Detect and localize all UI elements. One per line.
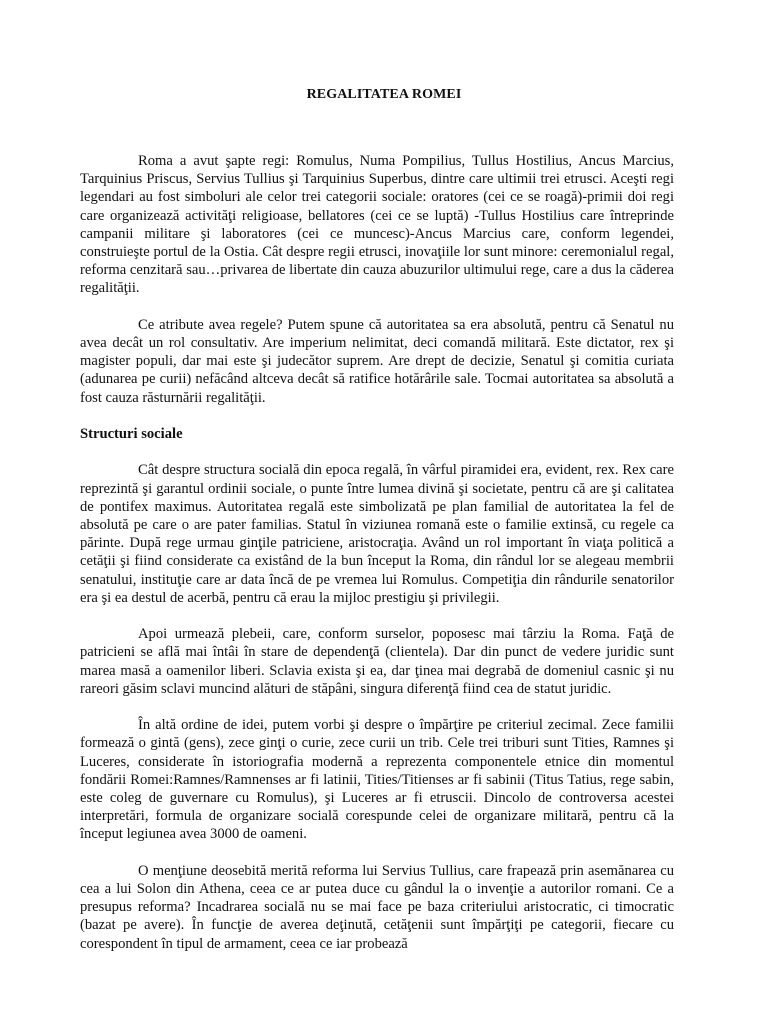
paragraph: Apoi urmează plebeii, care, conform surselor, poposesc mai târziu la Roma. Faţă de patricieni se află mai întâi în stare de dependenţă (clientela). Dar din punct de vedere juridic sunt marea masă a oamenilor liberi. Sclavia exista şi ea, dar ţinea mai degrabă de domeniul casnic şi nu rareori găsim sclavi muncind alături de stăpâni, singura diferenţă fiind cea de statut juridic. (80, 626, 674, 697)
paragraph: Ce atribute avea regele? Putem spune că autoritatea sa era absolută, pentru că Senatul nu avea decât un rol consultativ. Are imperium nelimitat, deci comandă militară. Este dictator, rex şi magister populi, dar mai este şi judecător suprem. Are drept de decizie, Senatul şi comitia curiata (adunarea pe curii) nefăcând altceva decât să ratifice hotărârile sale. Tocmai autoritatea sa absolută a fost cauza răsturnării regalităţii. (80, 316, 674, 406)
paragraph: O menţiune deosebită merită reforma lui Servius Tullius, care frapează prin asemănarea cu cea a lui Solon din Athena, ceea ce ar putea duce cu gândul la o invenţie a autorilor romani. Ce a presupus reforma? Incadrarea socială nu se mai face pe baza criteriului aristocratic, ci timocratic (bazat pe avere). În funcţie de averea deţinută, cetăţenii sunt împărţiţi pe categorii, fiecare cu corespondent în tipul de armament, ceea ce iar probează (80, 862, 674, 952)
paragraph: Roma a avut şapte regi: Romulus, Numa Pompilius, Tullus Hostilius, Ancus Marcius, Tarquinius Priscus, Servius Tullius şi Tarquinius Superbus, dintre care ultimii trei etrusci. Aceşti regi legendari au fost simboluri ale celor trei categorii sociale: oratores (cei ce se roagă)-primii doi regi care organizează activităţi religioase, bellatores (cei ce se luptă) -Tullus Hostilius care întreprinde campanii militare şi laboratores (cei ce muncesc)-Ancus Marcius care, conform legendei, construieşte portul de la Ostia. Cât despre regii etrusci, inovaţiile lor sunt minore: ceremonialul regal, reforma cenzitară sau…privarea de libertate din cauza abuzurilor ultimului rege, care a dus la căderea regalităţii. (80, 153, 674, 297)
paragraph: În altă ordine de idei, putem vorbi şi despre o împărţire pe criteriul zecimal. Zece familii formează o gintă (gens), zece ginţi o curie, zece curii un trib. Cele trei triburi sunt Tities, Ramnes şi Luceres, considerate în istoriografia modernă a reprezenta componentele etnice din momentul fondării Romei:Ramnes/Ramnenses ar fi latinii, Tities/Titienses ar fi sabinii (Titus Tatius, rege sabin, este coleg de guvernare cu Romulus), şi Luceres ar fi etruscii. Dincolo de controversa acestei interpretări, formula de organizare socială corespunde celei de organizare militară, pentru că la început legiunea avea 3000 de oameni. (80, 717, 674, 843)
document-body (80, 152, 674, 971)
paragraph: Cât despre structura socială din epoca regală, în vârful piramidei era, evident, rex. Rex care reprezintă şi garantul ordinii sociale, o punte între lumea divină şi societate, pentru că are şi calitatea de pontifex maximus. Autoritatea regală este simbolizată pe plan familial de autoritatea la fel de absolută pe care o are pater familias. Statul în viziunea romană este o familie extinsă, cu regele ca părinte. După rege urmau ginţile patriciene, aristocraţia. Având un rol important în viaţa politică a cetăţii şi fiind considerate ca existând de la bun început la Roma, din rândul lor se alegeau membrii senatului, instituţie care ar data încă de pe vremea lui Romulus. Competiţia din rândurile senatorilor era şi ea destul de acerbă, pentru că erau la mijloc prestigiu şi privilegii. (80, 462, 674, 606)
document-title: REGALITATEA ROMEI (306, 87, 462, 102)
section-heading: Structuri sociale (80, 426, 183, 443)
